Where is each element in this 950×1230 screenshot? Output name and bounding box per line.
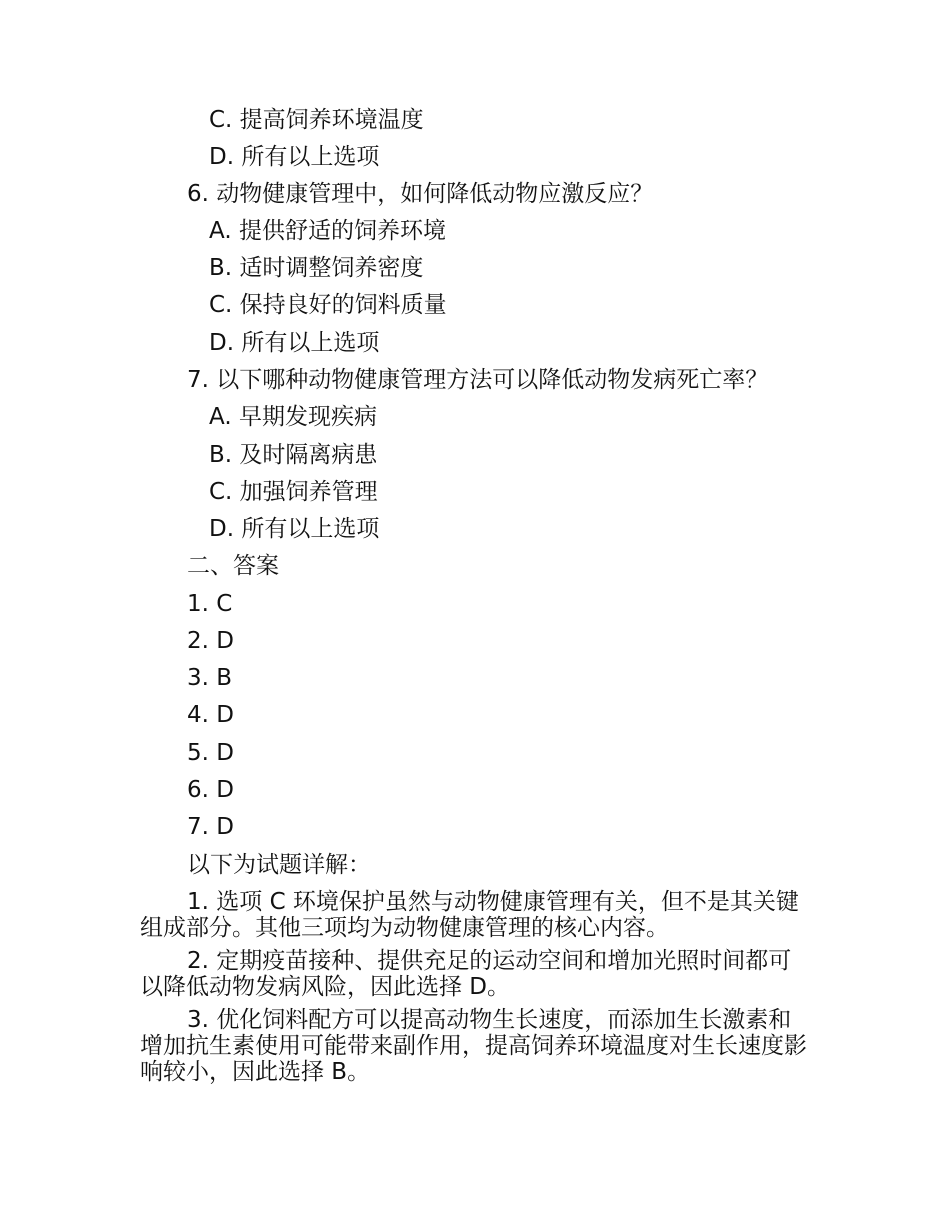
explanation-paragraph: 1. 选项 C 环境保护虽然与动物健康管理有关，但不是其关键组成部分。其他三项均为动物健康管理的核心内容。: [140, 889, 799, 941]
question-7-stem: 7. 以下哪种动物健康管理方法可以降低动物发病死亡率？: [187, 367, 769, 393]
option-text: B. 及时隔离病患: [209, 442, 378, 468]
explanation-paragraph: 2. 定期疫苗接种、提供充足的运动空间和增加光照时间都可以降低动物发病风险，因此选择 D。: [140, 948, 792, 1000]
answers-heading: 二、答案: [187, 553, 279, 579]
option-text: A. 早期发现疾病: [209, 404, 377, 430]
answer-item: 6. D: [187, 777, 234, 803]
answer-item: 2. D: [187, 628, 234, 654]
explanation-paragraph: 3. 优化饲料配方可以提高动物生长速度，而添加生长激素和增加抗生素使用可能带来副作用，提高饲养环境温度对生长速度影响较小，因此选择 B。: [140, 1007, 807, 1085]
answer-item: 4. D: [187, 702, 234, 728]
answer-item: 5. D: [187, 740, 234, 766]
answer-item: 1. C: [187, 591, 233, 617]
answer-item: 3. B: [187, 665, 233, 691]
option-text: D. 所有以上选项: [209, 516, 380, 542]
option-text: C. 提高饲养环境温度: [209, 107, 424, 133]
option-text: C. 保持良好的饲料质量: [209, 292, 447, 318]
explanations-intro: 以下为试题详解：: [187, 852, 371, 878]
option-text: A. 提供舒适的饲养环境: [209, 218, 446, 244]
option-text: C. 加强饲养管理: [209, 479, 378, 505]
option-text: B. 适时调整饲养密度: [209, 255, 424, 281]
option-text: D. 所有以上选项: [209, 144, 380, 170]
answer-item: 7. D: [187, 814, 234, 840]
question-6-stem: 6. 动物健康管理中，如何降低动物应激反应？: [187, 181, 654, 207]
option-text: D. 所有以上选项: [209, 330, 380, 356]
